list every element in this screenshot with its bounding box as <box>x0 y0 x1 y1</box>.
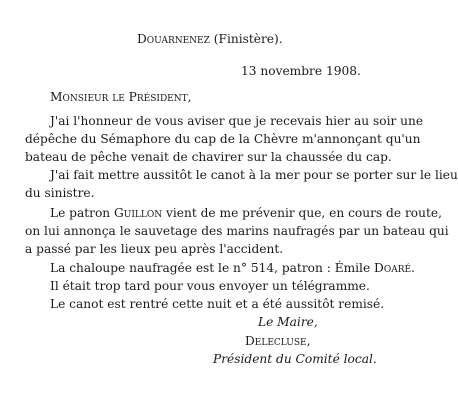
paragraph-1-line-2: dépêche du Sémaphore du cap de la Chèvre m'annonçant qu'un <box>25 132 421 146</box>
paragraph-3-line-2: on lui annonça le sauvetage des marins naufragés par un bateau qui <box>25 224 449 238</box>
signature-title: Le Maire, <box>258 315 318 329</box>
patron-name-guillon: Guillon <box>114 206 163 220</box>
paragraph-2-line-2: du sinistre. <box>25 186 95 200</box>
paragraph-1-line-1: J'ai l'honneur de vous aviser que je recevais hier au soir une <box>50 114 424 128</box>
place-region: (Finistère). <box>213 32 283 46</box>
letter-date: 13 novembre 1908. <box>241 64 361 78</box>
paragraph-4 <box>50 260 415 276</box>
paragraph-3-line-1 <box>50 205 442 221</box>
patron-name-doare: Doaré <box>374 261 412 275</box>
paragraph-3-line-3: a passé par les lieux peu après l'accident. <box>25 242 284 256</box>
place-name: Douarnenez <box>137 32 210 46</box>
place-header <box>137 31 283 47</box>
signature-role: Président du Comité local. <box>213 352 377 366</box>
paragraph-2-line-1: J'ai fait mettre aussitôt le canot à la mer pour se porter sur le lieu <box>50 168 458 182</box>
p4-text-before: La chaloupe naufragée est le n° 514, patron : Émile <box>50 261 375 275</box>
signature-name: Delecluse, <box>245 334 311 348</box>
paragraph-1-line-3: bateau de pêche venait de chavirer sur la chaussée du cap. <box>25 150 392 164</box>
p4-text-after: . <box>411 261 415 275</box>
paragraph-6: Le canot est rentré cette nuit et a été aussitôt remisé. <box>50 297 385 311</box>
salutation: Monsieur le Président, <box>50 90 192 104</box>
p3-text-before: Le patron <box>50 206 115 220</box>
paragraph-5: Il était trop tard pour vous envoyer un télégramme. <box>50 279 370 293</box>
p3-text-after: vient de me prévenir que, en cours de route, <box>162 206 442 220</box>
